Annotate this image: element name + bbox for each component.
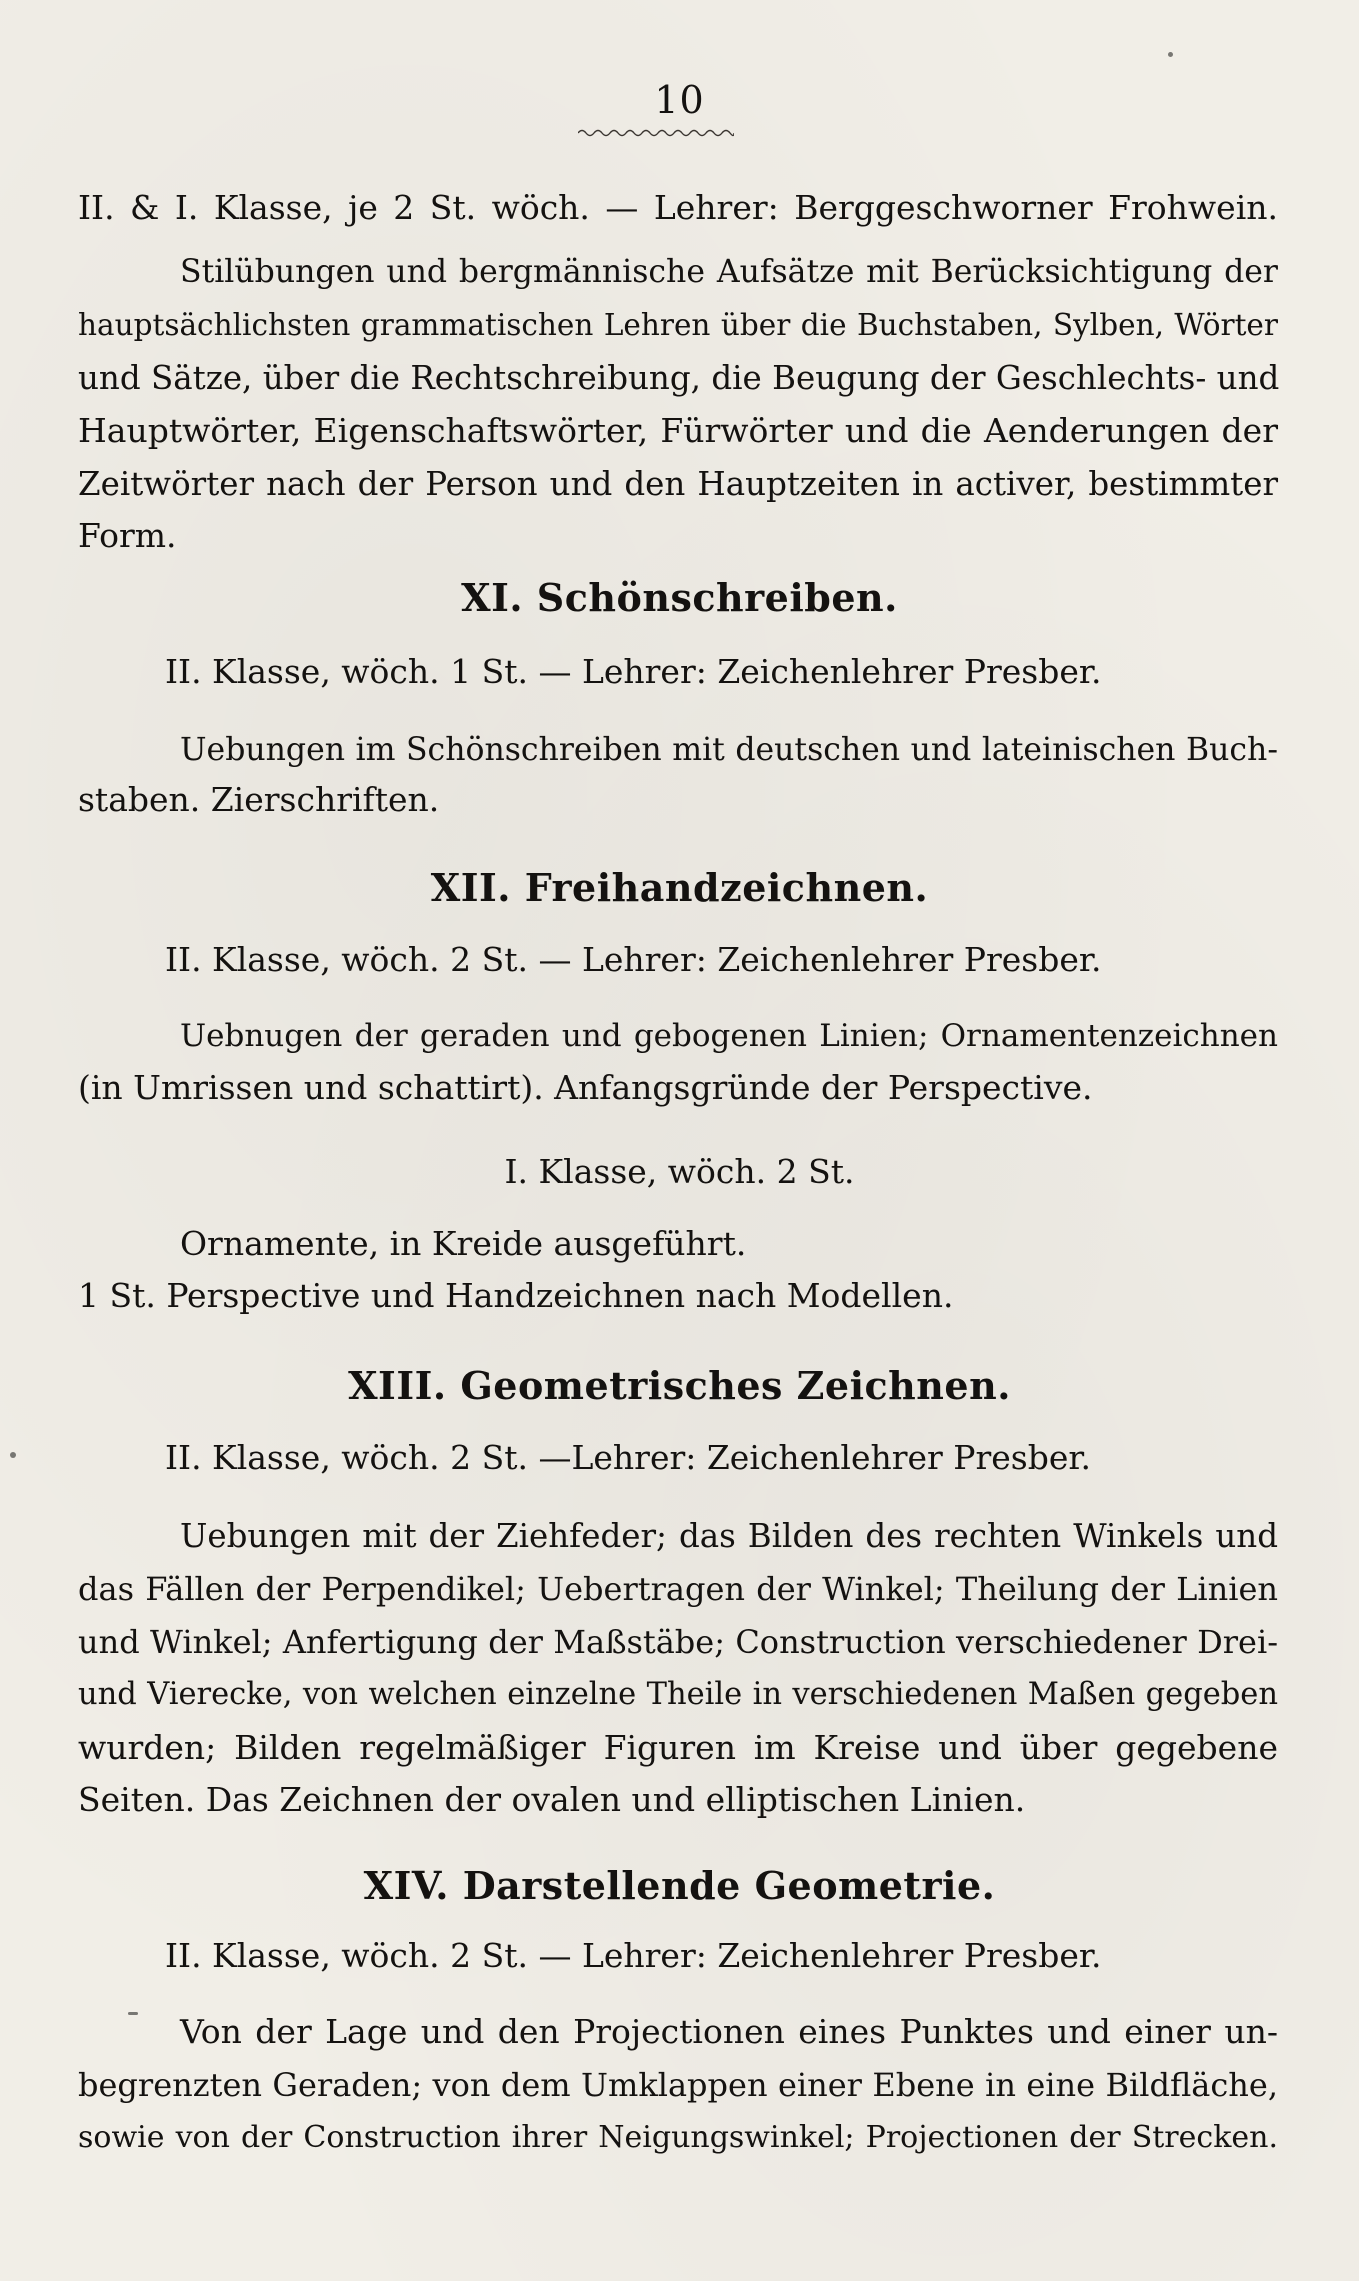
paragraph-line: Uebungen im Schönschreiben mit deutschen und lateinischen Buch- — [180, 732, 1278, 768]
paragraph-line: sowie von der Construction ihrer Neigungswinkel; Projectionen der Strecken. — [78, 2120, 1278, 2155]
paragraph-line: Zeitwörter nach der Person und den Hauptzeiten in activer, bestimmter — [78, 465, 1278, 503]
paragraph-line: und Sätze, über die Rechtschreibung, die Beugung der Geschlechts- und — [78, 359, 1280, 397]
paragraph-line: Form. — [78, 516, 177, 555]
paragraph-line: Uebungen mit der Ziehfeder; das Bilden des rechten Winkels und — [180, 1517, 1278, 1555]
section-heading: XIII. Geometrisches Zeichnen. — [348, 1363, 1011, 1408]
paragraph-line: und Winkel; Anfertigung der Maßstäbe; Construction verschiedener Drei- — [78, 1623, 1278, 1661]
paragraph-line: wurden; Bilden regelmäßiger Figuren im Kreise und über gegebene — [78, 1728, 1278, 1767]
section-heading: XII. Freihandzeichnen. — [430, 865, 929, 910]
print-speck — [128, 2012, 138, 2015]
paragraph-line: Uebnugen der geraden und gebogenen Linien; Ornamentenzeichnen — [180, 1018, 1278, 1054]
paragraph-line: hauptsächlichsten grammatischen Lehren über die Buchstaben, Sylben, Wörter — [78, 308, 1278, 342]
paragraph-line: 1 St. Perspective und Handzeichnen nach Modellen. — [78, 1276, 954, 1315]
section-heading: XI. Schönschreiben. — [461, 575, 898, 620]
print-speck — [1168, 52, 1173, 57]
paragraph-line: Hauptwörter, Eigenschaftswörter, Fürwörter und die Aenderungen der — [78, 411, 1278, 450]
paragraph-line: Von der Lage und den Projectionen eines Punktes und einer un- — [180, 2012, 1278, 2051]
paragraph-line: Seiten. Das Zeichnen der ovalen und elliptischen Linien. — [78, 1780, 1026, 1819]
print-speck — [10, 1452, 16, 1458]
paragraph-line: das Fällen der Perpendikel; Uebertragen der Winkel; Theilung der Linien — [78, 1570, 1278, 1608]
class-line: II. Klasse, wöch. 2 St. — Lehrer: Zeichenlehrer Presber. — [165, 940, 1102, 979]
paragraph-line: (in Umrissen und schattirt). Anfangsgründe der Perspective. — [78, 1068, 1093, 1107]
class-line: I. Klasse, wöch. 2 St. — [504, 1152, 855, 1191]
paragraph-line: und Vierecke, von welchen einzelne Theile in verschiedenen Maßen gegeben — [78, 1677, 1278, 1712]
paragraph-line: Ornamente, in Kreide ausgeführt. — [180, 1224, 747, 1263]
section-heading: XIV. Darstellende Geometrie. — [363, 1863, 996, 1908]
section-x-class-line: II. & I. Klasse, je 2 St. wöch. — Lehrer: Berggeschworner Frohwein. — [78, 188, 1278, 227]
page-number: 10 — [654, 78, 705, 122]
paragraph-line: staben. Zierschriften. — [78, 780, 440, 819]
class-line: II. Klasse, wöch. 2 St. — Lehrer: Zeichenlehrer Presber. — [165, 1936, 1102, 1975]
class-line: II. Klasse, wöch. 2 St. —Lehrer: Zeichenlehrer Presber. — [165, 1438, 1092, 1477]
paragraph-line: Stilübungen und bergmännische Aufsätze mit Berücksichtigung der — [180, 254, 1278, 290]
wavy-rule — [578, 128, 734, 138]
paragraph-line: begrenzten Geraden; von dem Umklappen einer Ebene in eine Bildfläche, — [78, 2066, 1278, 2104]
class-line: II. Klasse, wöch. 1 St. — Lehrer: Zeichenlehrer Presber. — [165, 652, 1102, 691]
